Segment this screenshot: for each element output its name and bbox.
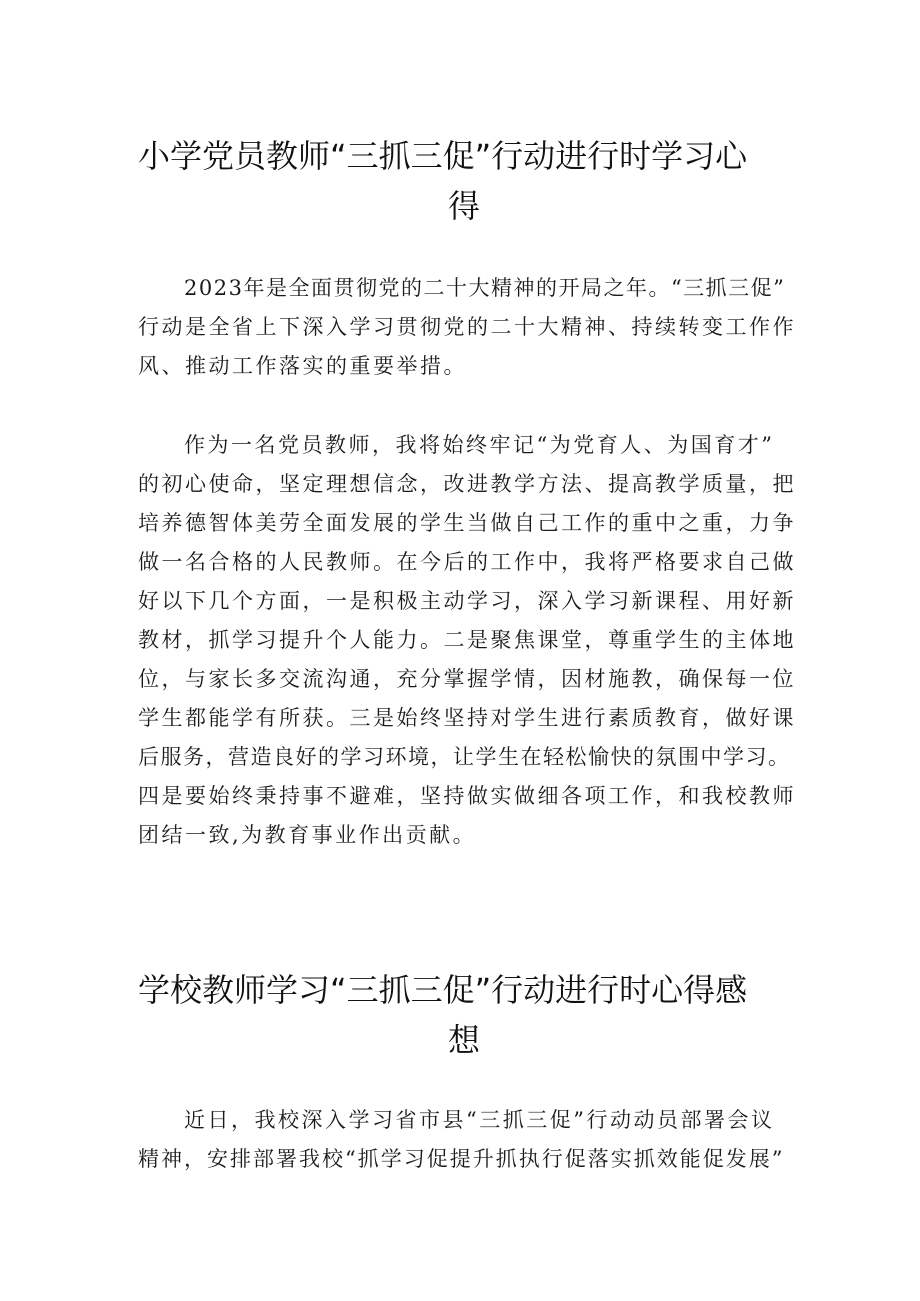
section-2-title [138,965,790,1065]
paragraph-line: 团结一致,为教育事业作出贡献。 [138,823,477,847]
paragraph-line: 行动是全省上下深入学习贯彻党的二十大精神、持续转变工作作 [138,315,796,339]
paragraph-line: 精神，安排部署我校“抓学习促提升抓执行促落实抓效能促发展” [138,1147,785,1171]
paragraph-line: 位，与家长多交流沟通，充分掌握学情，因材施教，确保每一位 [138,667,796,691]
paragraph-line: 做一名合格的人民教师。在今后的工作中，我将严格要求自己做 [138,550,796,574]
title-line: 得 [447,187,480,225]
section-1-paragraph-2 [138,426,798,855]
title-line: 小学党员教师“三抓三促”行动进行时学习心 [138,137,748,175]
paragraph-line: 学生都能学有所获。三是始终坚持对学生进行素质教育，做好课 [138,706,796,730]
paragraph-line: 近日，我校深入学习省市县“三抓三促”行动动员部署会议 [184,1108,775,1132]
paragraph-line: 风、推动工作落实的重要举措。 [138,354,467,378]
paragraph-line: 的初心使命，坚定理想信念，改进教学方法、提高教学质量，把 [138,472,796,496]
title-line: 想 [447,1021,480,1059]
paragraph-line: 四是要始终秉持事不避难，坚持做实做细各项工作，和我校教师 [138,784,796,808]
section-2-paragraph-1 [138,1101,798,1179]
paragraph-line: 后服务，营造良好的学习环境，让学生在轻松愉快的氛围中学习。 [138,745,791,769]
section-1-title [138,131,790,231]
paragraph-line: 好以下几个方面，一是积极主动学习，深入学习新课程、用好新 [138,589,796,613]
paragraph-line: 作为一名党员教师，我将始终牢记“为党育人、为国育才” [184,433,775,457]
title-line: 学校教师学习“三抓三促”行动进行时心得感 [138,971,748,1009]
paragraph-line: 教材，抓学习提升个人能力。二是聚焦课堂，尊重学生的主体地 [138,628,796,652]
paragraph-line: 2023年是全面贯彻党的二十大精神的开局之年。“三抓三促” [184,276,786,300]
section-1-paragraph-1 [138,269,798,386]
paragraph-line: 培养德智体美劳全面发展的学生当做自己工作的重中之重，力争 [138,511,796,535]
